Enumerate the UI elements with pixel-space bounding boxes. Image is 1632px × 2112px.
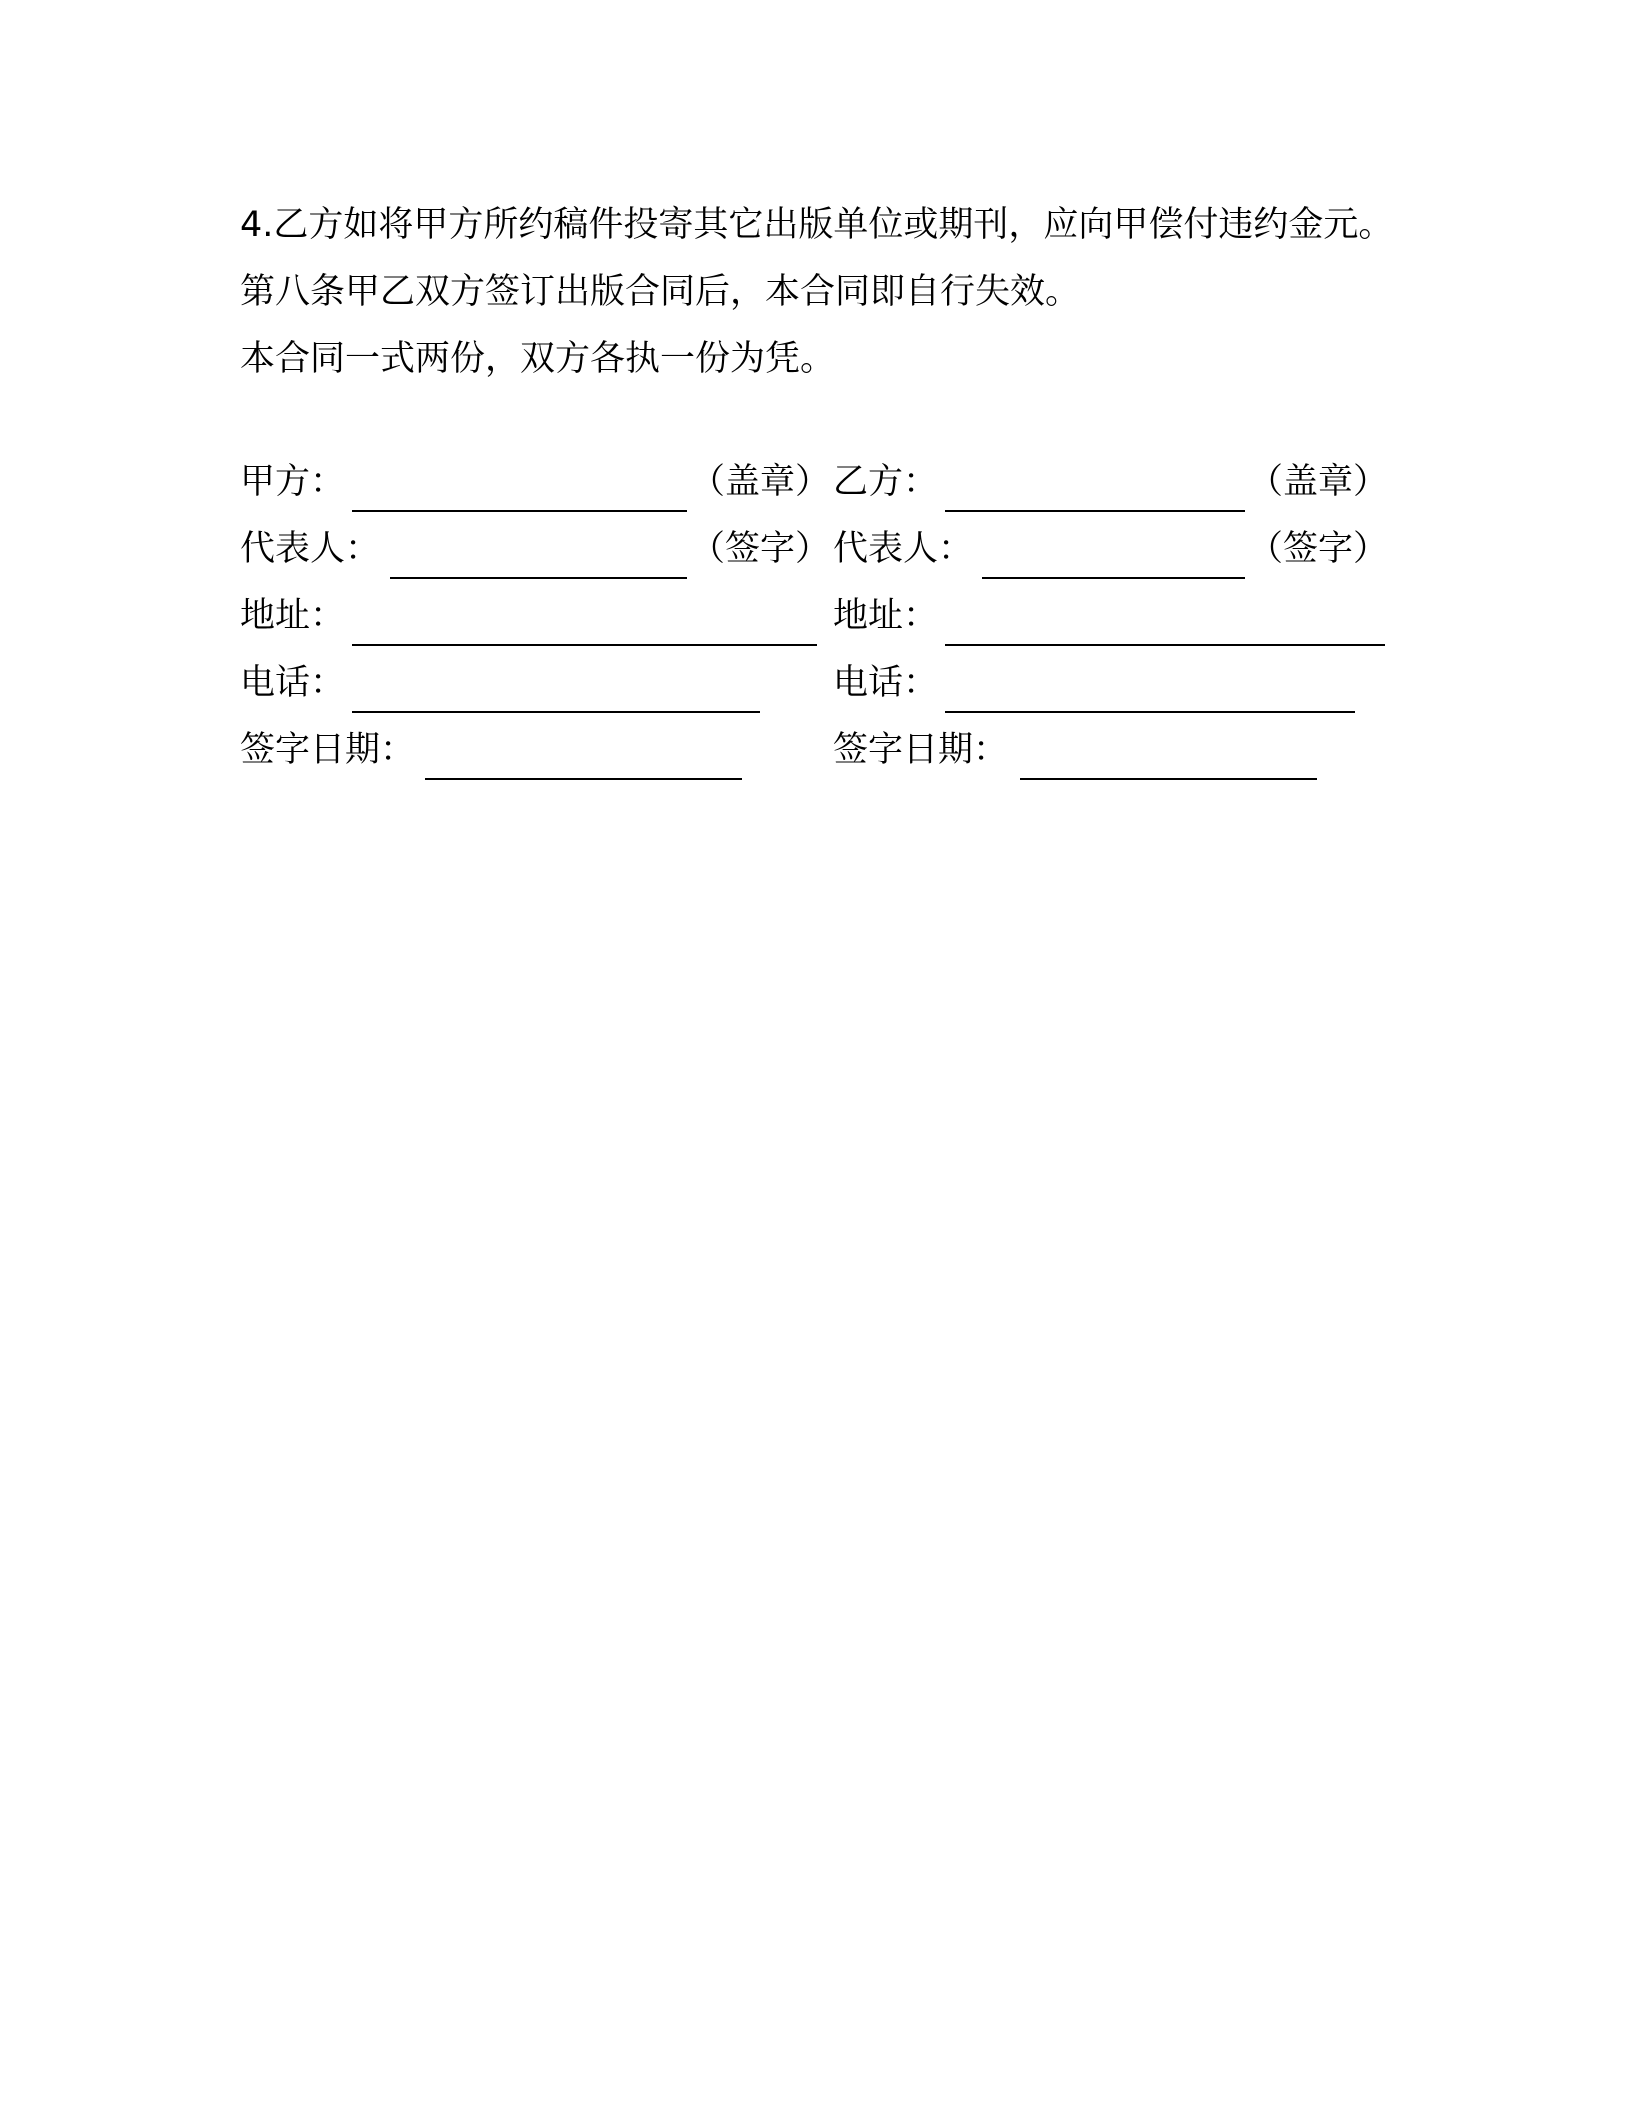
party-b-rep-field[interactable] [982, 577, 1245, 579]
party-b-seal-note: （盖章） [1248, 462, 1389, 502]
party-a-date-field[interactable] [425, 778, 742, 780]
party-a-address-label: 地址： [240, 596, 346, 636]
party-a-label: 甲方： [240, 462, 346, 502]
party-a-phone-field[interactable] [352, 711, 760, 713]
party-a-address-field[interactable] [352, 644, 817, 646]
party-b-date-label: 签字日期： [833, 730, 1009, 770]
clause-copies: 本合同一式两份，双方各执一份为凭。 [240, 339, 836, 379]
party-a-date-label: 签字日期： [240, 730, 416, 770]
signature-block [240, 452, 1400, 787]
party-a-rep-field[interactable] [390, 577, 687, 579]
party-a-seal-note: （盖章） [690, 462, 831, 502]
party-a-name-field[interactable] [352, 510, 687, 512]
contract-body [240, 195, 1400, 389]
clause-penalty: 4.乙方如将甲方所约稿件投寄其它出版单位或期刊，应向甲偿付违约金元。 [240, 205, 1394, 245]
party-b-phone-label: 电话： [833, 663, 939, 703]
party-b-label: 乙方： [833, 462, 939, 502]
party-a-rep-label: 代表人： [240, 529, 381, 569]
party-b-name-field[interactable] [945, 510, 1245, 512]
signature-row-date [240, 720, 1400, 787]
clause-article-eight: 第八条甲乙双方签订出版合同后，本合同即自行失效。 [240, 272, 1081, 312]
party-b-phone-field[interactable] [945, 711, 1355, 713]
party-a-phone-label: 电话： [240, 663, 346, 703]
party-b-date-field[interactable] [1020, 778, 1317, 780]
party-b-address-field[interactable] [945, 644, 1385, 646]
party-b-address-label: 地址： [833, 596, 939, 636]
party-b-sign-note: （签字） [1248, 529, 1389, 569]
signature-row-phone [240, 653, 1400, 720]
signature-row-representative [240, 519, 1400, 586]
party-a-sign-note: （签字） [690, 529, 831, 569]
party-b-rep-label: 代表人： [833, 529, 974, 569]
signature-row-party [240, 452, 1400, 519]
signature-row-address [240, 586, 1400, 653]
